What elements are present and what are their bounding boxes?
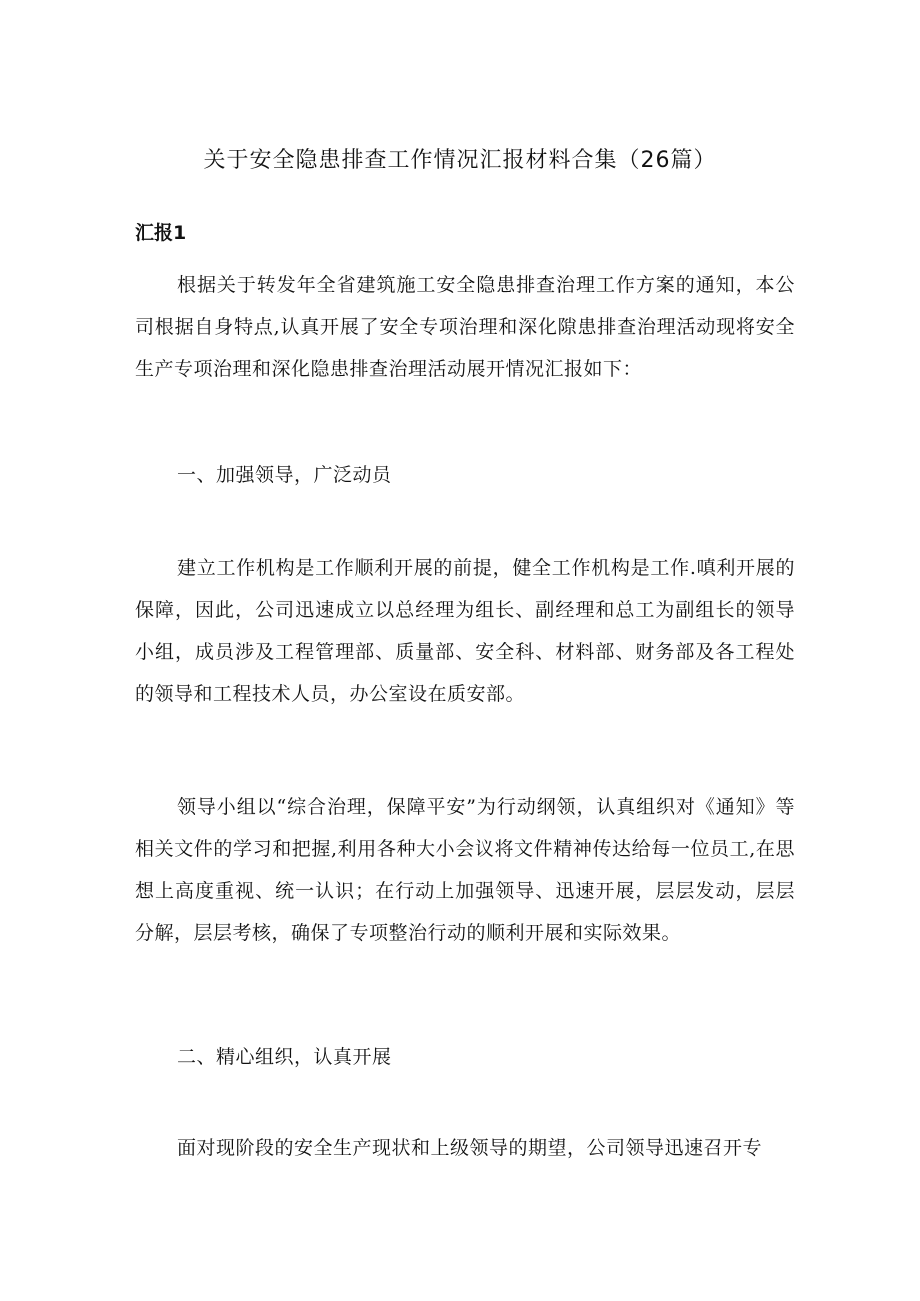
intro-paragraph: 根据关于转发年全省建筑施工安全隐患排查治理工作方案的通知，本公司根据自身特点,认真开展了安全专项治理和深化隙患排查治理活动现将安全生产专项治理和深化隐患排查治理活动展开情况汇报如下： [135, 274, 795, 380]
section2-paragraph-1: 面对现阶段的安全生产现状和上级领导的期望，公司领导迅速召开专 [177, 1137, 763, 1159]
section1-paragraph-2: 领导小组以“综合治理，保障平安”为行动纲领，认真组织对《通知》等相关文件的学习和把握,利用各种大小会议将文件精神传达给每一位员工,在思想上高度重视、统一认识；在行动上加强领导、迅速开展，层层发动，层层分解，层层考核，确保了专项整治行动的顺利开展和实际效果。 [135, 796, 795, 944]
document-title: 关于安全隐患排查工作情况汇报材料合集（26篇） [203, 148, 717, 173]
section-heading-2: 二、精心组织，认真开展 [177, 1046, 392, 1068]
section-heading-1: 一、加强领导，广泛动员 [177, 464, 392, 486]
report-label: 汇报1 [135, 222, 187, 244]
section1-paragraph-1: 建立工作机构是工作顺利开展的前提，健全工作机构是工作.嗔利开展的保障，因此，公司迅速成立以总经理为组长、副经理和总工为副组长的领导小组，成员涉及工程管理部、质量部、安全科、材料部、财务部及各工程处的领导和工程技术人员，办公室设在质安部。 [135, 557, 795, 705]
